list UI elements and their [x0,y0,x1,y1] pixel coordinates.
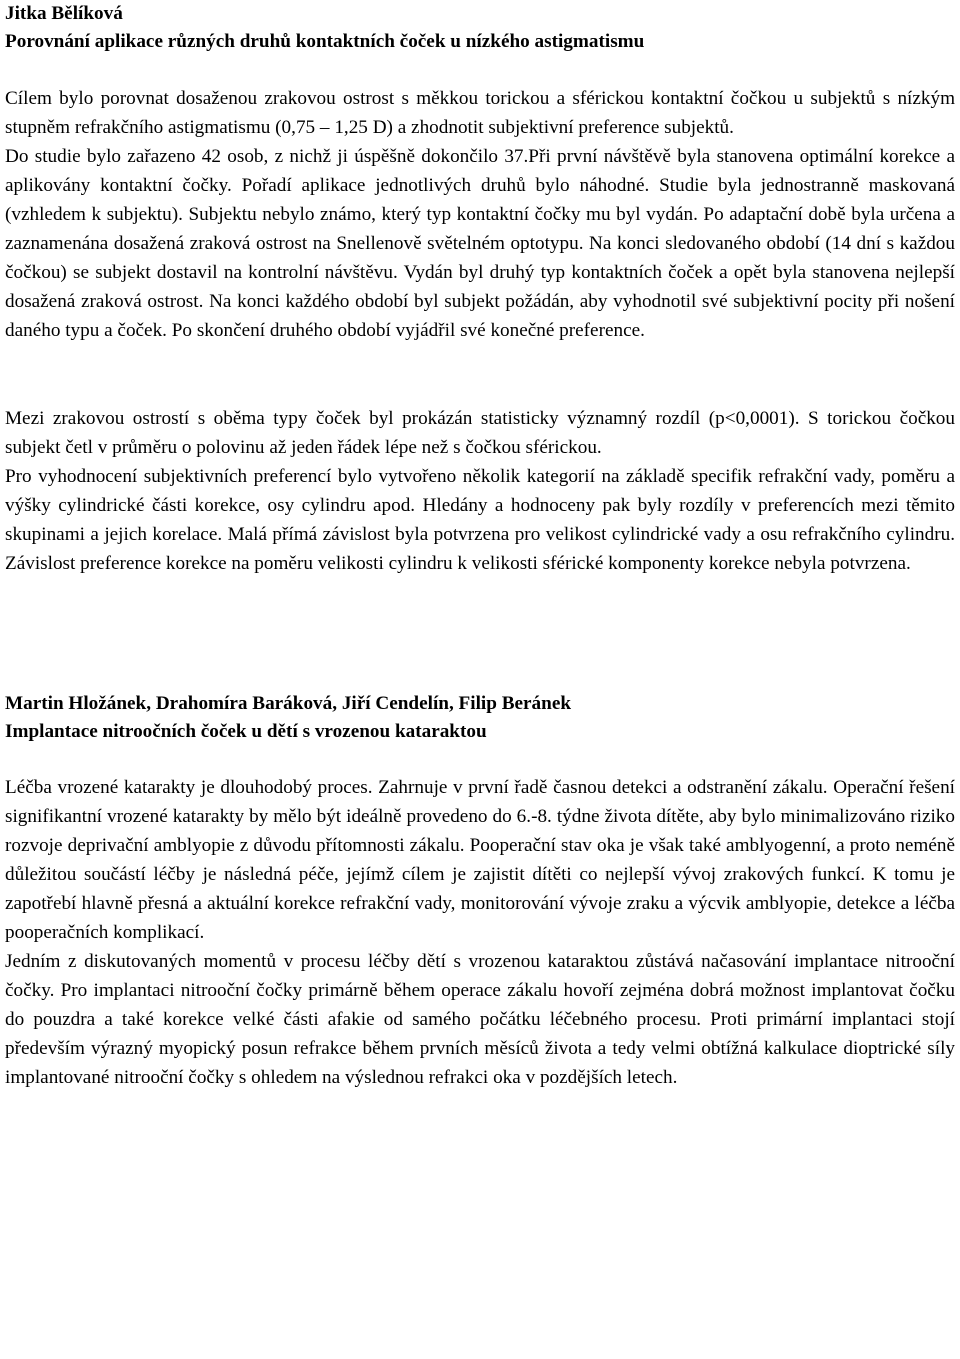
paragraph-preferences: Pro vyhodnocení subjektivních preferencí bylo vytvořeno několik kategorií na základě specifik refrakční vady, poměru a výšky cylindrické části korekce, osy cylindru apod. Hledány a hodnoceny pak byly rozdíly v preferencích mezi těmito skupinami a jejich korelace. Malá přímá závislost byla potvrzena pro velikost cylindrické vady a osu refrakčního cylindru. Závislost preference korekce na poměru velikosti cylindru k velikosti sférické komponenty korekce nebyla potvrzena. [5,466,955,574]
paragraph-results: Mezi zrakovou ostrostí s oběma typy čoček byl prokázán statisticky významný rozdíl (p<0,0001). S torickou čočkou subjekt četl v průměru o polovinu až jeden řádek lépe než s čočkou sférickou. [5,408,955,458]
paragraph-aim: Cílem bylo porovnat dosaženou zrakovou ostrost s měkkou torickou a sférickou kontaktní čočkou u subjektů s nízkým stupněm refrakčního astigmatismu (0,75 – 1,25 D) a zhodnotit subjektivní preference subjektů. [5,88,955,138]
paragraph-discussion: Jedním z diskutovaných momentů v procesu léčby dětí s vrozenou kataraktou zůstává načasování implantace nitrooční čočky. Pro implantaci nitrooční čočky primárně během operace zákalu hovoří zejména dobrá možnost implantovat čočku do pouzdra a také korekce velké části afakie od samého počátku léčebného procesu. Proti primární implantaci stojí především výrazný myopický posun refrakce během prvních měsíců života a tedy velmi obtížná kalkulace dioptrické síly implantované nitrooční čočky s ohledem na výslednou refrakci oka v pozdějších letech. [5,951,955,1088]
author-line: Martin Hložánek, Drahomíra Baráková, Jiří Cendelín, Filip Beránek [5,693,572,714]
paragraph-intro: Léčba vrozené katarakty je dlouhodobý proces. Zahrnuje v první řadě časnou detekci a odstranění zákalu. Operační řešení signifikantní vrozené katarakty by mělo být ideálně provedeno do 6.-8. týdne života dítěte, aby bylo minimalizováno riziko rozvoje deprivační amblyopie z důvodu přítomnosti zákalu. Pooperační stav oka je však také amblyogenní, a proto neméně důležitou součástí léčby je následná péče, jejímž cílem je zajistit dítěti co nejlepší vývoj zrakových funkcí. K tomu je zapotřebí hlavně přesná a aktuální korekce refrakční vady, monitorování vývoje zraku a výcvik amblyopie, detekce a léčba pooperačních komplikací. [5,777,955,943]
article-title: Implantace nitroočních čoček u dětí s vrozenou kataraktou [5,721,487,742]
author-line: Jitka Bělíková [5,3,123,24]
document-page [5,0,955,1092]
paragraph-methods: Do studie bylo zařazeno 42 osob, z nichž ji úspěšně dokončilo 37.Při první návštěvě byla stanovena optimální korekce a aplikovány kontaktní čočky. Pořadí aplikace jednotlivých druhů bylo náhodné. Studie byla jednostranně maskovaná (vzhledem k subjektu). Subjektu nebylo známo, který typ kontaktní čočky mu byl vydán. Po adaptační době byla určena a zaznamenána dosažená zraková ostrost na Snellenově světelném optotypu. Na konci sledovaného období (14 dní s každou čočkou) se subjekt dostavil na kontrolní návštěvu. Vydán byl druhý typ kontaktních čoček a opět byla stanovena nejlepší dosažená zraková ostrost. Na konci každého období byl subjekt požádán, aby vyhodnotil své subjektivní pocity při nošení daného typu a čoček. Po skončení druhého období vyjádřil své konečné preference. [5,146,955,341]
article-title: Porovnání aplikace různých druhů kontaktních čoček u nízkého astigmatismu [5,31,645,52]
abstract-2 [5,690,955,1092]
abstract-1 [5,0,955,578]
